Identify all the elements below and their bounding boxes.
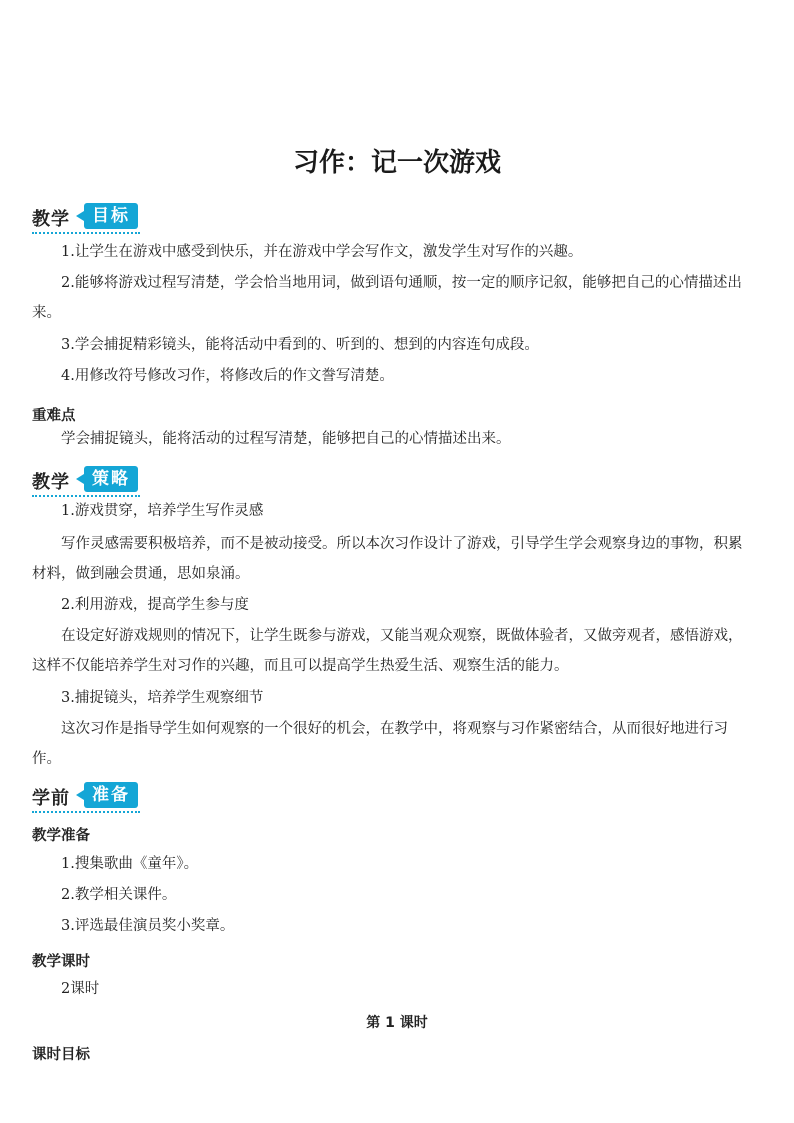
teaching-hours-value: 2课时 — [61, 981, 100, 997]
lesson-goals-label: 课时目标 — [32, 1047, 90, 1063]
section-header-teaching-strategy — [32, 466, 144, 500]
section-label-tag: 目标 — [84, 203, 138, 229]
section-header-preparation — [32, 782, 144, 816]
teaching-hours-label: 教学课时 — [32, 954, 90, 970]
key-points-text: 学会捕捉镜头，能将活动的过程写清楚，能够把自己的心情描述出来。 — [61, 431, 511, 447]
prep-item: 1.搜集歌曲《童年》。 — [61, 856, 199, 872]
strategy-item: 这次习作是指导学生如何观察的一个很好的机会，在教学中，将观察与习作紧密结合，从而很好地进行习作。 — [32, 721, 728, 767]
goal-item: 3.学会捕捉精彩镜头，能将活动中看到的、听到的、想到的内容连句成段。 — [61, 337, 539, 353]
key-points-label: 重难点 — [32, 408, 76, 424]
strategy-item: 写作灵感需要积极培养，而不是被动接受。所以本次习作设计了游戏，引导学生学会观察身边的事物，积累材料，做到融会贯通，思如泉涌。 — [32, 536, 743, 582]
section-label-tag: 准备 — [84, 782, 138, 808]
strategy-item: 2.利用游戏，提高学生参与度 — [61, 597, 249, 613]
strategy-item: 3.捕捉镜头，培养学生观察细节 — [61, 690, 264, 706]
section-header-teaching-goals — [32, 203, 144, 237]
document-title: 习作：记一次游戏 — [292, 148, 501, 178]
goal-item: 1.让学生在游戏中感受到快乐，并在游戏中学会写作文，激发学生对写作的兴趣。 — [61, 244, 583, 260]
section-label-main: 教学 — [32, 472, 70, 493]
teaching-prep-label: 教学准备 — [32, 828, 90, 844]
strategy-item: 在设定好游戏规则的情况下，让学生既参与游戏，又能当观众观察，既做体验者，又做旁观者，感悟游戏，这样不仅能培养学生对习作的兴趣，而且可以提高学生热爱生活、观察生活的能力。 — [32, 628, 743, 674]
section-label-main: 学前 — [32, 788, 70, 809]
goal-item: 2.能够将游戏过程写清楚，学会恰当地用词，做到语句通顺，按一定的顺序记叙，能够把自己的心情描述出来。 — [32, 275, 742, 321]
section-label-main: 教学 — [32, 209, 70, 230]
section-underline — [32, 232, 140, 234]
prep-item: 3.评选最佳演员奖小奖章。 — [61, 918, 235, 934]
lesson-heading: 第 1 课时 — [366, 1015, 428, 1031]
section-label-tag: 策略 — [84, 466, 138, 492]
section-underline — [32, 811, 140, 813]
goal-item: 4.用修改符号修改习作，将修改后的作文誊写清楚。 — [61, 368, 394, 384]
strategy-item: 1.游戏贯穿，培养学生写作灵感 — [61, 503, 264, 519]
prep-item: 2.教学相关课件。 — [61, 887, 177, 903]
